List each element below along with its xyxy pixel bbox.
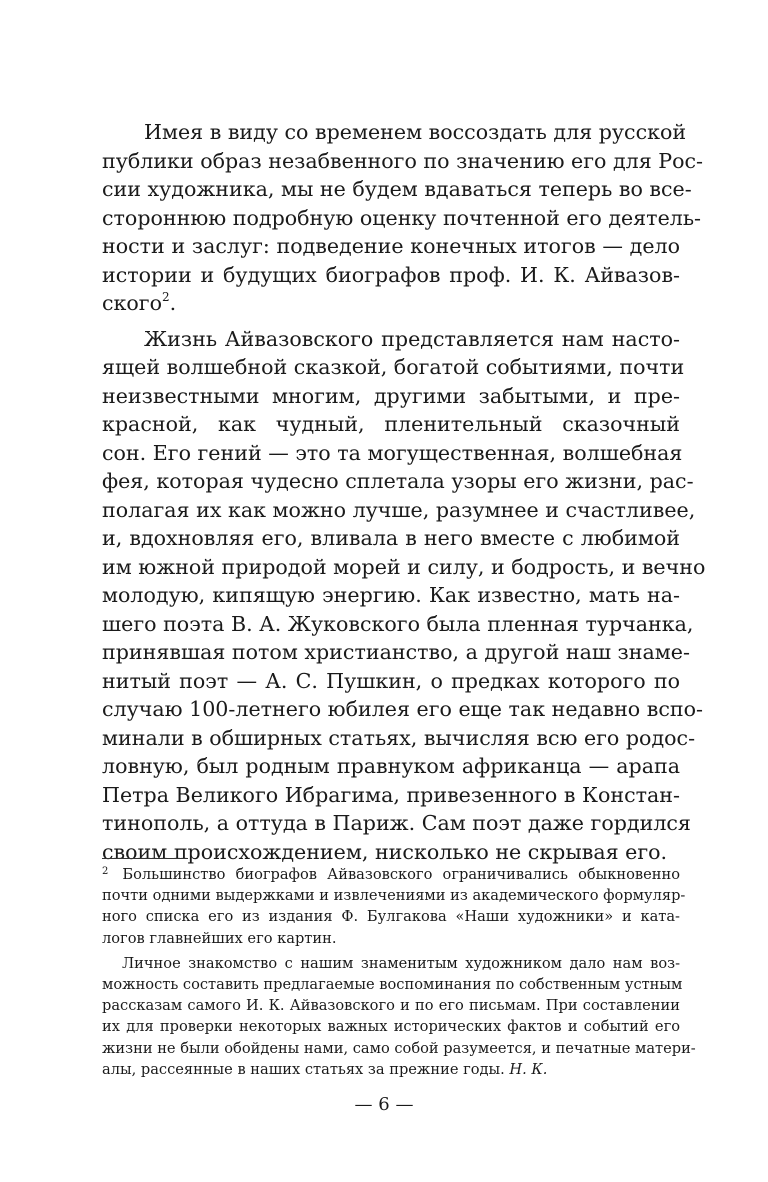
text-line: и, вдохновляя его, вливала в него вместе с любимой	[102, 526, 680, 550]
footnote-reference[interactable]: 2	[162, 290, 170, 304]
text-line: случаю 100-летнего юбилея его еще так недавно вспо-	[102, 697, 703, 721]
text-fragment: .	[169, 291, 177, 315]
text-line: стороннюю подробную оценку почтенной его деятель-	[102, 205, 702, 230]
footnote-number: 2	[102, 866, 109, 877]
text-line: принявшая потом христианство, а другой наш знаме-	[102, 640, 690, 664]
text-line: можность составить предлагаемые воспоминания по собственным устным	[102, 975, 683, 993]
text-line: Имея в виду со временем воссоздать для русской	[144, 120, 687, 144]
text-line	[102, 1059, 680, 1080]
text-line: жизни не были обойдены нами, само собой разумеется, и печатные матери-	[102, 1039, 696, 1057]
text-line: истории и будущих биографов проф. И. К. Айвазов-	[102, 262, 680, 287]
text-line: сии художника, мы не будем вдаваться теперь во все-	[102, 177, 692, 201]
text-line: Личное знакомство с нашим знаменитым художником дало нам воз-	[122, 954, 680, 972]
text-line: нитый поэт — А. С. Пушкин, о предках которого по	[102, 668, 680, 693]
text-line	[102, 864, 680, 885]
footnote-paragraph-1	[102, 864, 686, 949]
text-fragment: ского	[102, 291, 162, 315]
text-line: ности и заслуг: подведение конечных итогов — дело	[102, 234, 680, 258]
text-line: им южной природой морей и силу, и бодрость, и вечно	[102, 554, 706, 579]
text-line: рассказам самого И. К. Айвазовского и по его письмам. При составлении	[102, 997, 680, 1015]
text-fragment: алы, рассеянные в наших статьях за прежние годы.	[102, 1060, 505, 1078]
text-line: полагая их как можно лучше, разумнее и счастливее,	[102, 497, 696, 522]
text-line: фея, которая чудесно сплетала узоры его жизни, рас-	[102, 469, 694, 493]
page-number: — 6 —	[354, 1094, 414, 1115]
text-fragment: Большинство биографов Айвазовского ограничивались обыкновенно	[122, 866, 680, 883]
text-line: красной, как чудный, пленительный сказочный	[102, 412, 680, 436]
text-line: ловную, был родным правнуком африканца — арапа	[102, 754, 680, 778]
paragraph-1	[102, 118, 704, 318]
footnote-divider	[102, 858, 188, 859]
text-line: своим происхождением, нисколько не скрывая его.	[102, 839, 668, 864]
footnote-paragraph-2	[102, 953, 696, 1080]
text-line: Жизнь Айвазовского представляется нам насто-	[144, 326, 680, 351]
text-line: молодую, кипящую энергию. Как известно, мать на-	[102, 583, 680, 607]
text-line	[102, 289, 680, 318]
footnote	[102, 864, 696, 1080]
text-line: публики образ незабвенного по значению его для Рос-	[102, 148, 704, 173]
text-line: ящей волшебной сказкой, богатой событиями, почти	[102, 355, 685, 379]
text-line: минали в обширных статьях, вычисляя всю его родос-	[102, 725, 696, 750]
text-line: неизвестными многим, другими забытыми, и пре-	[102, 383, 680, 408]
text-line: сон. Его гений — это та могущественная, волшебная	[102, 440, 683, 465]
text-line: Петра Великого Ибрагима, привезенного в Констан-	[102, 782, 680, 807]
text-line: шего поэта В. А. Жуковского была пленная турчанка,	[102, 611, 694, 636]
text-line: их для проверки некоторых важных исторических фактов и событий его	[102, 1018, 680, 1036]
footnote-signature: Н. К.	[509, 1060, 548, 1078]
text-line: тинополь, а оттуда в Париж. Сам поэт даже гордился	[102, 811, 691, 835]
main-text	[102, 118, 706, 873]
text-line: почти одними выдержками и извлечениями из академического формуляр-	[102, 887, 686, 905]
text-line: логов главнейших его картин.	[102, 929, 337, 947]
paragraph-2	[102, 325, 706, 867]
text-line: ного списка его из издания Ф. Булгакова «Наши художники» и ката-	[102, 908, 680, 926]
